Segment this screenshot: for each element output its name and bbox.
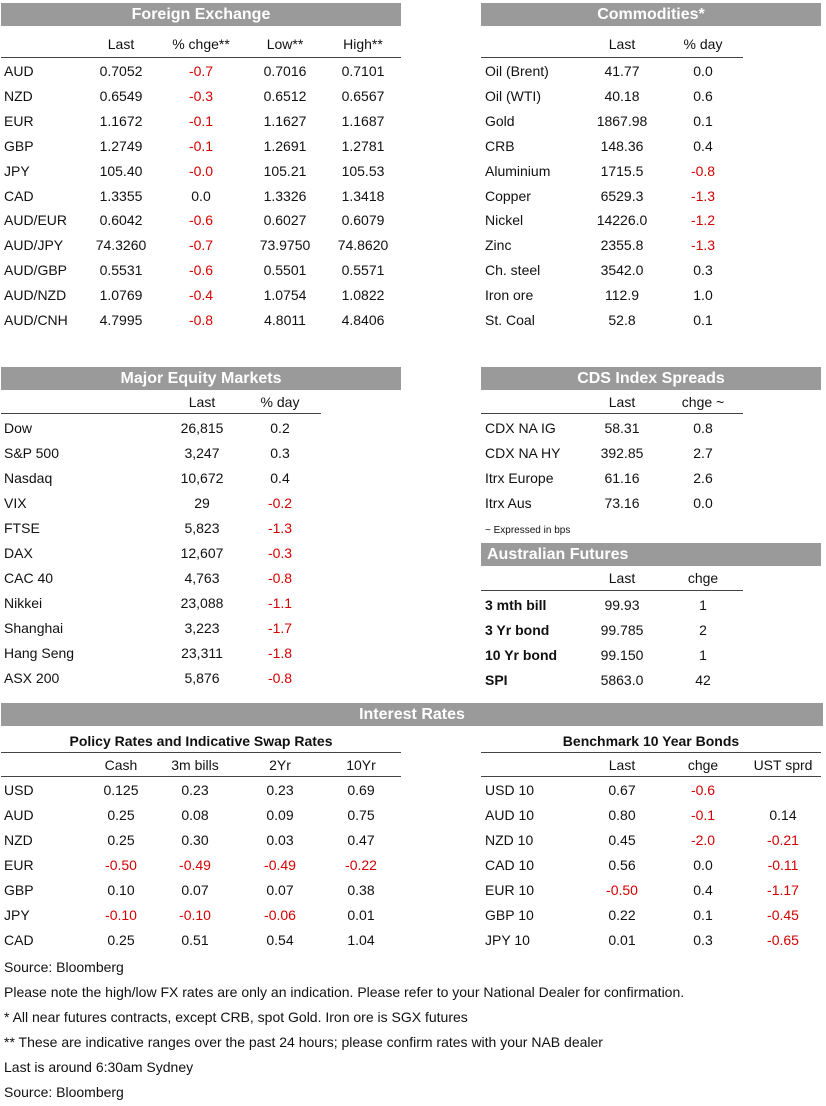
table-cell: 0.69: [347, 782, 375, 798]
row-label: 3 Yr bond: [485, 622, 550, 638]
row-label: VIX: [4, 495, 27, 511]
table-cell: 0.56: [608, 857, 636, 873]
table-cell: 0.6042: [99, 212, 143, 229]
table-cell: 0.38: [347, 882, 375, 898]
table-cell: 105.21: [263, 162, 307, 179]
table-cell: 1: [699, 597, 707, 613]
table-cell: 1867.98: [596, 112, 648, 129]
table-cell: -0.65: [767, 932, 799, 948]
table-cell: 0.01: [608, 932, 636, 948]
table-cell: 0.30: [181, 832, 209, 848]
row-label: CAD: [4, 187, 34, 204]
note-line: Please note the high/low FX rates are only an indication. Please refer to your National Dealer for confirmation.: [4, 984, 685, 1000]
row-label: Ch. steel: [485, 262, 541, 279]
row-label: EUR 10: [485, 882, 535, 898]
table-cell: 5863.0: [600, 672, 644, 688]
table-cell: 74.3260: [95, 237, 147, 254]
row-label: NZD 10: [485, 832, 534, 848]
table-cell: 58.31: [604, 420, 640, 436]
bonds-subtitle: Benchmark 10 Year Bonds: [562, 733, 740, 749]
row-label: CDX NA HY: [485, 445, 561, 461]
table-cell: 0.1: [693, 907, 713, 923]
commodities-rule: [481, 57, 743, 58]
table-cell: 1.1672: [99, 112, 143, 129]
table-cell: 0.25: [107, 932, 135, 948]
table-cell: 3,247: [184, 445, 220, 461]
table-cell: 14226.0: [596, 212, 648, 229]
bonds-header-rule: [481, 776, 821, 777]
table-cell: 5,823: [184, 520, 220, 536]
row-label: Oil (WTI): [485, 87, 541, 104]
table-cell: -0.6: [690, 782, 716, 798]
table-cell: 0.03: [266, 832, 294, 848]
row-label: DAX: [4, 545, 33, 561]
table-cell: -0.8: [267, 670, 293, 686]
table-cell: -0.1: [188, 137, 214, 154]
row-label: Copper: [485, 187, 531, 204]
table-cell: -1.1: [267, 595, 293, 611]
row-label: SPI: [485, 672, 508, 688]
table-cell: 392.85: [600, 445, 644, 461]
table-cell: 1.0754: [263, 287, 307, 304]
table-cell: 1.2691: [263, 137, 307, 154]
table-cell: -0.4: [188, 287, 214, 304]
row-label: AUD/NZD: [4, 287, 67, 304]
table-cell: 4.7995: [99, 312, 143, 328]
table-cell: 0.07: [266, 882, 294, 898]
table-cell: 0.54: [266, 932, 294, 948]
row-label: Nasdaq: [4, 470, 53, 486]
table-cell: 0.3: [693, 262, 713, 279]
table-cell: 0.5571: [341, 262, 385, 279]
commodities-header: Commodities*: [481, 3, 821, 26]
table-cell: 10,672: [180, 470, 224, 486]
table-cell: 0.23: [266, 782, 294, 798]
note-line: Last is around 6:30am Sydney: [4, 1059, 194, 1075]
table-cell: -0.1: [690, 807, 716, 823]
rates-header: Interest Rates: [1, 703, 823, 726]
row-label: CRB: [485, 137, 515, 154]
column-header: Last: [608, 36, 636, 52]
table-cell: -1.3: [267, 520, 293, 536]
table-cell: -1.2: [690, 212, 716, 229]
table-cell: 1.3355: [99, 187, 143, 204]
table-cell: 0.25: [107, 832, 135, 848]
table-cell: 23,311: [181, 645, 223, 661]
column-header: Last: [608, 394, 636, 410]
row-label: Aluminium: [485, 162, 551, 179]
row-label: S&P 500: [4, 445, 60, 461]
table-cell: -0.10: [105, 907, 137, 923]
cds-footnote: ~ Expressed in bps: [485, 525, 571, 536]
note-line: ** These are indicative ranges over the past 24 hours; please confirm rates with your NAB dealer: [4, 1034, 603, 1050]
table-cell: 1715.5: [600, 162, 644, 179]
table-cell: -0.8: [267, 570, 293, 586]
row-label: CAD 10: [485, 857, 535, 873]
note-line: Source: Bloomberg: [4, 959, 124, 975]
table-cell: 1.2749: [99, 137, 143, 154]
table-cell: 0.7101: [341, 63, 385, 79]
cds-header: CDS Index Spreads: [481, 367, 821, 390]
table-cell: -0.49: [179, 857, 211, 873]
table-cell: -0.7: [188, 63, 214, 79]
table-cell: 99.93: [604, 597, 640, 613]
row-label: Dow: [4, 420, 33, 436]
table-cell: -0.45: [767, 907, 799, 923]
table-cell: -0.7: [188, 237, 214, 254]
table-cell: -0.3: [267, 545, 293, 561]
row-label: EUR: [4, 112, 34, 129]
row-label: FTSE: [4, 520, 40, 536]
row-label: Gold: [485, 112, 515, 129]
table-cell: 61.16: [604, 470, 640, 486]
table-cell: 0.08: [181, 807, 209, 823]
table-cell: -0.10: [179, 907, 211, 923]
table-cell: 0.7016: [263, 63, 307, 79]
column-header: % chge**: [172, 36, 230, 52]
row-label: AUD/EUR: [4, 212, 68, 229]
table-cell: 0.67: [608, 782, 636, 798]
table-cell: 4,763: [184, 570, 220, 586]
row-label: Shanghai: [4, 620, 64, 636]
column-header: chge ~: [681, 394, 725, 410]
table-cell: -0.1: [188, 112, 214, 129]
table-cell: 105.40: [99, 162, 143, 179]
table-cell: 99.785: [600, 622, 644, 638]
table-cell: 0.01: [347, 907, 375, 923]
row-label: NZD: [4, 832, 33, 848]
policy-header-rule: [1, 776, 401, 777]
row-label: Zinc: [485, 237, 512, 254]
table-cell: 1.0769: [99, 287, 143, 304]
table-cell: 0.6567: [341, 87, 385, 104]
table-cell: 1.0822: [341, 287, 385, 304]
table-cell: 0.47: [347, 832, 375, 848]
column-header: 2Yr: [269, 757, 291, 773]
row-label: 3 mth bill: [485, 597, 547, 613]
table-cell: 29: [194, 495, 210, 511]
table-cell: 1.1687: [341, 112, 385, 129]
table-cell: 0.23: [181, 782, 209, 798]
column-header: 10Yr: [346, 757, 376, 773]
table-cell: 0.6549: [99, 87, 143, 104]
column-header: Last: [188, 394, 216, 410]
table-cell: 12,607: [180, 545, 224, 561]
table-cell: 2.6: [693, 470, 713, 486]
table-cell: -1.17: [767, 882, 799, 898]
column-header: chge: [687, 570, 719, 586]
table-cell: 0.125: [103, 782, 139, 798]
column-header: Low**: [266, 36, 304, 52]
table-cell: 0.8: [693, 420, 713, 436]
table-cell: 0.0: [693, 857, 713, 873]
futures-rule: [481, 590, 743, 591]
fx-rule: [1, 57, 401, 58]
table-cell: 0.1: [693, 112, 713, 129]
row-label: JPY: [4, 907, 30, 923]
row-label: Nikkei: [4, 595, 43, 611]
table-cell: 4.8406: [341, 312, 385, 328]
table-cell: 1.1627: [263, 112, 307, 129]
table-cell: 105.53: [341, 162, 385, 179]
table-cell: 0.5531: [99, 262, 143, 279]
column-header: % day: [683, 36, 723, 52]
table-cell: 74.8620: [337, 237, 389, 254]
table-cell: 40.18: [604, 87, 640, 104]
table-cell: -0.22: [345, 857, 377, 873]
row-label: CAD: [4, 932, 34, 948]
table-cell: 1.3418: [341, 187, 385, 204]
table-cell: -0.11: [767, 857, 799, 873]
table-cell: 2: [699, 622, 707, 638]
column-header: UST sprd: [753, 757, 813, 773]
table-cell: 0.75: [347, 807, 375, 823]
table-cell: -1.7: [267, 620, 293, 636]
row-label: JPY 10: [485, 932, 530, 948]
row-label: AUD/GBP: [4, 262, 68, 279]
table-cell: 2.7: [693, 445, 713, 461]
column-header: % day: [260, 394, 300, 410]
table-cell: 0.4: [693, 882, 713, 898]
row-label: AUD/JPY: [4, 237, 64, 254]
table-cell: 0.07: [181, 882, 209, 898]
table-cell: -0.3: [188, 87, 214, 104]
policy-subtitle-rule: [1, 752, 401, 753]
table-cell: -0.50: [606, 882, 638, 898]
table-cell: 0.7052: [99, 63, 143, 79]
table-cell: 1.0: [693, 287, 713, 304]
table-cell: 1.3326: [263, 187, 307, 204]
table-cell: 73.16: [604, 495, 640, 511]
table-cell: -1.8: [267, 645, 293, 661]
table-cell: -0.0: [188, 162, 214, 179]
row-label: AUD/CNH: [4, 312, 68, 328]
table-cell: 0.51: [181, 932, 209, 948]
table-cell: 0.10: [107, 882, 135, 898]
table-cell: 0.2: [270, 420, 290, 436]
table-cell: 0.0: [693, 63, 713, 79]
table-cell: 0.3: [270, 445, 290, 461]
row-label: GBP: [4, 137, 34, 154]
row-label: USD 10: [485, 782, 535, 798]
row-label: AUD 10: [485, 807, 535, 823]
table-cell: 0.0: [191, 187, 211, 204]
table-cell: -0.6: [188, 212, 214, 229]
row-label: CDX NA IG: [485, 420, 556, 436]
table-cell: 1: [699, 647, 707, 663]
table-cell: 0.0: [693, 495, 713, 511]
row-label: Itrx Aus: [485, 495, 532, 511]
table-cell: 112.9: [605, 287, 639, 304]
equity-rule: [1, 413, 321, 414]
row-label: CAC 40: [4, 570, 54, 586]
table-cell: 0.6: [693, 87, 713, 104]
table-cell: 0.6027: [263, 212, 307, 229]
row-label: 10 Yr bond: [485, 647, 558, 663]
table-cell: 26,815: [180, 420, 224, 436]
table-cell: -0.06: [264, 907, 296, 923]
row-label: Oil (Brent): [485, 63, 549, 79]
table-cell: [748, 781, 818, 799]
column-header: High**: [343, 36, 383, 52]
table-cell: 2355.8: [600, 237, 644, 254]
table-cell: 0.14: [769, 807, 797, 823]
note-line: Source: Bloomberg: [4, 1084, 124, 1100]
table-cell: 3,223: [184, 620, 220, 636]
table-cell: -0.21: [767, 832, 799, 848]
column-header: Cash: [104, 757, 138, 773]
table-cell: 1.04: [347, 932, 375, 948]
row-label: AUD: [4, 807, 34, 823]
table-cell: 41.77: [604, 63, 640, 79]
table-cell: 73.9750: [259, 237, 311, 254]
row-label: GBP 10: [485, 907, 534, 923]
table-cell: 3542.0: [600, 262, 644, 279]
equity-header: Major Equity Markets: [1, 367, 401, 390]
table-cell: 0.3: [693, 932, 713, 948]
table-cell: -2.0: [690, 832, 716, 848]
table-cell: -0.6: [188, 262, 214, 279]
column-header: Last: [608, 570, 636, 586]
row-label: JPY: [4, 162, 30, 179]
policy-subtitle: Policy Rates and Indicative Swap Rates: [69, 733, 333, 749]
row-label: AUD: [4, 63, 34, 79]
column-header: Last: [608, 757, 636, 773]
bonds-subtitle-rule: [481, 752, 821, 753]
table-cell: -0.49: [264, 857, 296, 873]
table-cell: 0.4: [270, 470, 290, 486]
cds-rule: [481, 413, 743, 414]
row-label: Itrx Europe: [485, 470, 554, 486]
table-cell: 148.36: [600, 137, 644, 154]
row-label: ASX 200: [4, 670, 60, 686]
table-cell: 0.45: [608, 832, 636, 848]
table-cell: 4.8011: [264, 312, 306, 328]
column-header: chge: [687, 757, 719, 773]
table-cell: 0.6512: [263, 87, 307, 104]
row-label: GBP: [4, 882, 34, 898]
table-cell: 1.2781: [341, 137, 385, 154]
row-label: USD: [4, 782, 34, 798]
table-cell: 0.4: [693, 137, 713, 154]
table-cell: 0.5501: [263, 262, 307, 279]
table-cell: 23,088: [180, 595, 224, 611]
table-cell: 0.09: [266, 807, 294, 823]
column-header: Last: [107, 36, 135, 52]
column-header: 3m bills: [171, 757, 219, 773]
row-label: St. Coal: [485, 312, 535, 328]
table-cell: -0.50: [105, 857, 137, 873]
row-label: Iron ore: [485, 287, 534, 304]
table-cell: -0.2: [267, 495, 293, 511]
row-label: Nickel: [485, 212, 524, 229]
table-cell: -0.8: [188, 312, 214, 328]
row-label: Hang Seng: [4, 645, 75, 661]
table-cell: 42: [695, 672, 711, 688]
futures-header: Australian Futures: [481, 543, 821, 566]
table-cell: 52.8: [608, 312, 636, 328]
row-label: EUR: [4, 857, 34, 873]
table-cell: -1.3: [690, 237, 716, 254]
table-cell: -0.8: [690, 162, 716, 179]
table-cell: 6529.3: [600, 187, 644, 204]
table-cell: 0.25: [107, 807, 135, 823]
table-cell: 0.22: [608, 907, 636, 923]
note-line: * All near futures contracts, except CRB, spot Gold. Iron ore is SGX futures: [4, 1009, 468, 1025]
table-cell: 99.150: [600, 647, 644, 663]
table-cell: 0.1: [693, 312, 713, 328]
table-cell: 0.6079: [341, 212, 385, 229]
table-cell: 5,876: [184, 670, 220, 686]
fx-header: Foreign Exchange: [1, 3, 401, 26]
row-label: NZD: [4, 87, 33, 104]
table-cell: 0.80: [608, 807, 636, 823]
table-cell: -1.3: [690, 187, 716, 204]
